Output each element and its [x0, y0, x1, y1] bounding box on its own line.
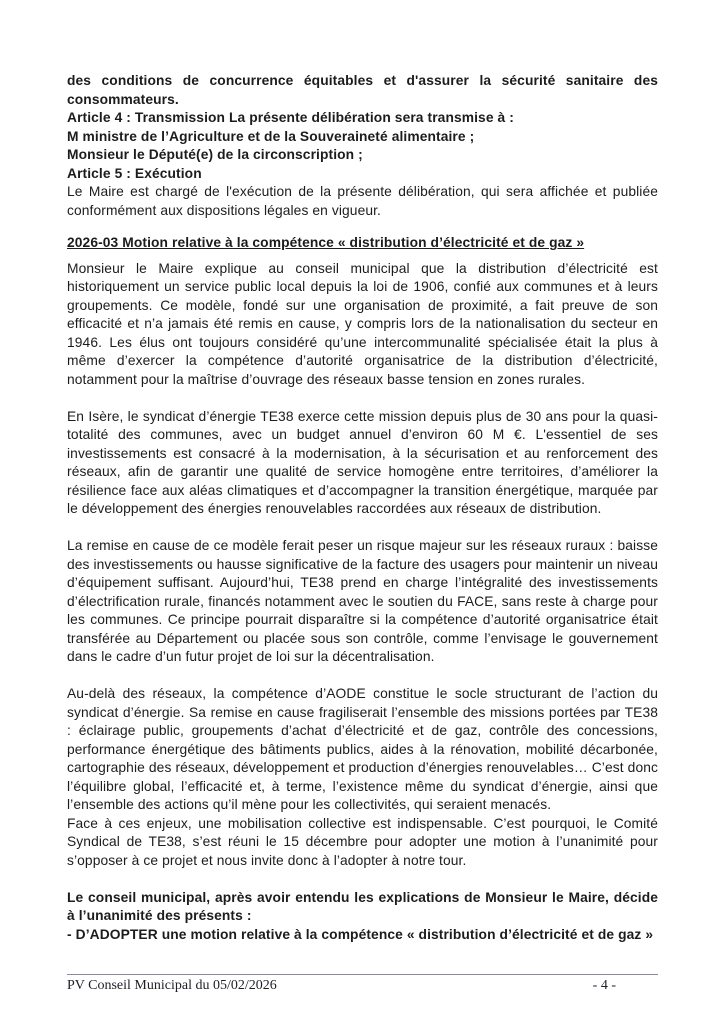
paragraph-risque-reseaux: La remise en cause de ce modèle ferait peser un risque majeur sur les réseaux ruraux : baisse des investissements ou hausse significative de la facture des usagers pour maintenir un niveau d’équipement suffisant. Aujourd’hui, TE38 prend en charge l’intégralité des investissements d’électrification rurale, financés notamment avec le soutien du FACE, sans reste à charge pour les communes. Ce principe pourrait disparaître si la compétence d’autorité organisatrice était transférée au Département ou placée sous son contrôle, comme l’envisage le gouvernement dans le cadre d’un futur projet de loi sur la décentralisation. — [67, 538, 658, 664]
adopt-line: - D’ADOPTER une motion relative à la compétence « distribution d’électricité et de gaz » — [67, 926, 654, 942]
footer-title: PV Conseil Municipal du 05/02/2026 — [67, 978, 277, 993]
document-body — [67, 72, 658, 944]
paragraph-isere-te38: En Isère, le syndicat d’énergie TE38 exerce cette mission depuis plus de 30 ans pour la quasi-totalité des communes, avec un budget annuel d’environ 60 M €. L'essentiel de ses investissements est consacré à la modernisation, à la sécurisation et au renforcement des réseaux, afin de garantir une qualité de service homogène entre territoires, d’améliorer la résilience face aux aléas climatiques et d’accompagner la transition énergétique, marquée par le développement des énergies renouvelables raccordées aux réseaux de distribution. — [67, 408, 658, 516]
page-number: - 4 - — [592, 978, 616, 993]
paragraph-mobilisation: Face à ces enjeux, une mobilisation collective est indispensable. C’est pourquoi, le Comité Syndical de TE38, s’est réuni le 15 décembre pour adopter une motion à l’unanimité pour s’opposer à ce projet et nous invite donc à l’adopter à notre tour. — [67, 815, 658, 868]
decision-paragraph: Le conseil municipal, après avoir entendu les explications de Monsieur le Maire, décide à l’unanimité des présents : — [67, 889, 658, 923]
depute-line: Monsieur le Député(e) de la circonscription ; — [67, 147, 363, 162]
execution-paragraph: Le Maire est chargé de l'exécution de la présente délibération, qui sera affichée et publiée conformément aux dispositions légales en vigueur. — [67, 184, 658, 218]
minister-line: M ministre de l’Agriculture et de la Souveraineté alimentaire ; — [67, 128, 475, 144]
intro-paragraph: des conditions de concurrence équitables et d'assurer la sécurité sanitaire des consommateurs. — [67, 73, 658, 107]
paragraph-history: Monsieur le Maire explique au conseil municipal que la distribution d’électricité est historiquement un service public local depuis la loi de 1906, confié aux communes et à leurs groupements. Ce modèle, fondé sur une organisation de proximité, a fait preuve de son efficacité et n’a jamais été remis en cause, y compris lors de la nationalisation du secteur en 1946. Les élus ont toujours considéré qu’une intercommunalité spécialisée était la plus à même d’exercer la compétence d’autorité organisatrice de la distribution d’électricité, notamment pour la maîtrise d’ouvrage des réseaux basse tension en zones rurales. — [67, 260, 658, 387]
transmission-block — [67, 109, 658, 183]
article-4-line: Article 4 : Transmission La présente délibération sera transmise à : — [67, 110, 514, 125]
paragraph-aode: Au-delà des réseaux, la compétence d’AODE constitue le socle structurant de l’action du syndicat d’énergie. Sa remise en cause fragiliserait l’ensemble des missions portées par TE38 : éclairage public, groupements d’achat d’électricité et de gaz, contrôle des concessions, performance énergétique des bâtiments publics, aides à la rénovation, mobilité décarbonée, cartographie des réseaux, développement et production d’énergies renouvelables… C’est donc l’équilibre global, l’efficacité et, à terme, l’existence même du syndicat d’énergie, ainsi que l’ensemble des actions qu’il mène pour les collectivités, qui seraient menacés. — [67, 686, 658, 812]
page-footer — [67, 974, 658, 994]
article-5-line: Article 5 : Exécution — [67, 165, 202, 181]
motion-heading: 2026-03 Motion relative à la compétence « distribution d’électricité et de gaz » — [67, 235, 585, 250]
